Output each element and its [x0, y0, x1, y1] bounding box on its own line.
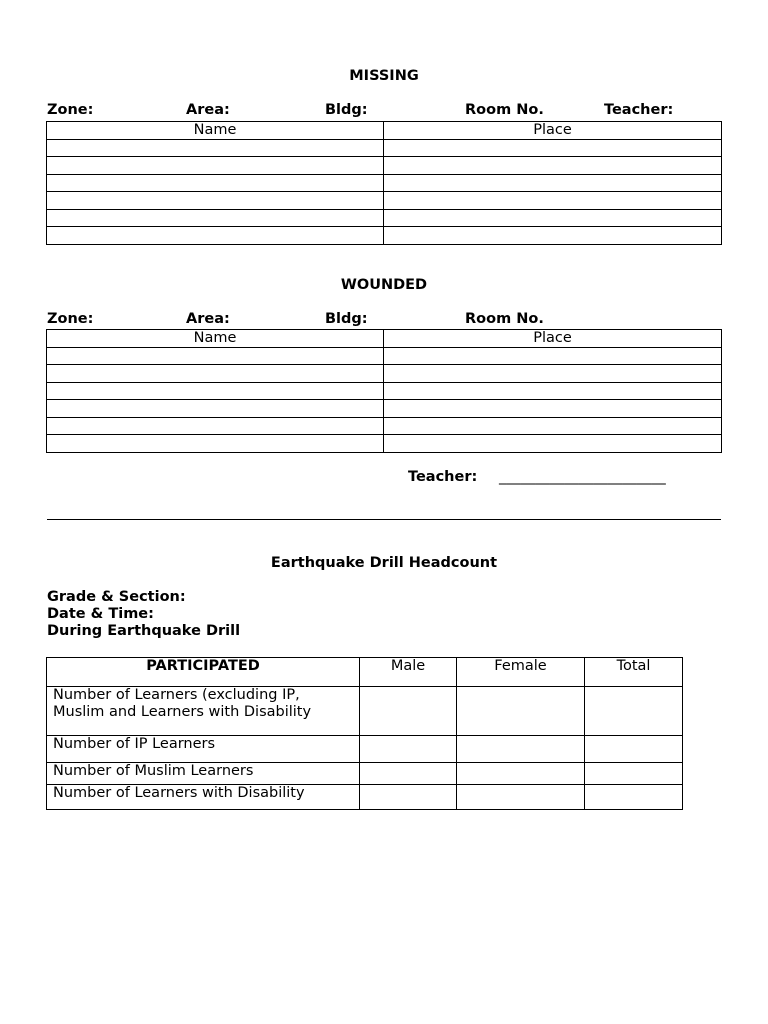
row-label: Number of Muslim Learners: [47, 763, 360, 785]
name-cell[interactable]: [47, 209, 384, 227]
table-row[interactable]: [47, 192, 722, 210]
name-cell[interactable]: [47, 174, 384, 192]
place-cell[interactable]: [384, 192, 722, 210]
place-cell[interactable]: [384, 227, 722, 245]
wounded-zone-label: Zone:: [47, 311, 94, 327]
female-cell[interactable]: [457, 763, 585, 785]
table-row[interactable]: [47, 157, 722, 175]
table-row[interactable]: [47, 174, 722, 192]
headcount-title: Earthquake Drill Headcount: [270, 555, 498, 571]
row-label-line: Number of Learners (excluding IP,: [53, 687, 300, 703]
row-label-line: Muslim and Learners with Disability: [53, 704, 312, 720]
date-time-label: Date & Time:: [47, 606, 154, 622]
name-cell[interactable]: [47, 417, 384, 435]
male-cell[interactable]: [360, 785, 457, 810]
participated-header: PARTICIPATED: [47, 658, 360, 687]
missing-teacher-label: Teacher:: [604, 102, 674, 118]
table-row[interactable]: [47, 347, 722, 365]
name-cell[interactable]: [47, 157, 384, 175]
table-header-row: [47, 658, 683, 687]
wounded-room-label: Room No.: [465, 311, 544, 327]
female-cell[interactable]: [457, 736, 585, 763]
missing-table: [46, 121, 722, 245]
place-cell[interactable]: [384, 435, 722, 453]
name-cell[interactable]: [47, 227, 384, 245]
name-cell[interactable]: [47, 365, 384, 383]
table-row: [47, 736, 683, 763]
total-cell[interactable]: [585, 763, 683, 785]
wounded-title: WOUNDED: [340, 277, 428, 293]
table-row[interactable]: [47, 227, 722, 245]
name-column-header: Name: [47, 330, 384, 348]
wounded-teacher-label: Teacher:: [408, 469, 478, 485]
female-header: Female: [457, 658, 585, 687]
place-cell[interactable]: [384, 347, 722, 365]
table-row[interactable]: [47, 139, 722, 157]
row-label: Number of IP Learners: [47, 736, 360, 763]
table-row[interactable]: [47, 435, 722, 453]
male-cell[interactable]: [360, 736, 457, 763]
place-cell[interactable]: [384, 209, 722, 227]
male-cell[interactable]: [360, 687, 457, 736]
row-label: [47, 687, 360, 736]
place-cell[interactable]: [384, 139, 722, 157]
missing-zone-label: Zone:: [47, 102, 94, 118]
table-row[interactable]: [47, 365, 722, 383]
table-header-row: [47, 122, 722, 140]
wounded-bldg-label: Bldg:: [325, 311, 368, 327]
table-row: [47, 785, 683, 810]
total-cell[interactable]: [585, 785, 683, 810]
place-cell[interactable]: [384, 174, 722, 192]
missing-bldg-label: Bldg:: [325, 102, 368, 118]
total-cell[interactable]: [585, 736, 683, 763]
name-cell[interactable]: [47, 382, 384, 400]
table-row: [47, 763, 683, 785]
table-row[interactable]: [47, 209, 722, 227]
place-cell[interactable]: [384, 157, 722, 175]
wounded-area-label: Area:: [186, 311, 230, 327]
wounded-teacher-blank[interactable]: _______________________: [499, 469, 666, 485]
table-row[interactable]: [47, 417, 722, 435]
table-header-row: [47, 330, 722, 348]
name-column-header: Name: [47, 122, 384, 140]
row-label: Number of Learners with Disability: [47, 785, 360, 810]
male-header: Male: [360, 658, 457, 687]
name-cell[interactable]: [47, 139, 384, 157]
grade-section-label: Grade & Section:: [47, 589, 186, 605]
place-column-header: Place: [384, 330, 722, 348]
place-cell[interactable]: [384, 382, 722, 400]
place-cell[interactable]: [384, 417, 722, 435]
headcount-table: [46, 657, 683, 810]
table-row[interactable]: [47, 400, 722, 418]
place-cell[interactable]: [384, 365, 722, 383]
female-cell[interactable]: [457, 687, 585, 736]
name-cell[interactable]: [47, 435, 384, 453]
missing-title: MISSING: [349, 68, 419, 84]
missing-area-label: Area:: [186, 102, 230, 118]
wounded-table: [46, 329, 722, 453]
missing-room-label: Room No.: [465, 102, 544, 118]
place-cell[interactable]: [384, 400, 722, 418]
male-cell[interactable]: [360, 763, 457, 785]
section-divider: [47, 519, 721, 520]
name-cell[interactable]: [47, 400, 384, 418]
table-row[interactable]: [47, 382, 722, 400]
table-row: [47, 687, 683, 736]
total-header: Total: [585, 658, 683, 687]
during-drill-label: During Earthquake Drill: [47, 623, 241, 639]
place-column-header: Place: [384, 122, 722, 140]
name-cell[interactable]: [47, 192, 384, 210]
name-cell[interactable]: [47, 347, 384, 365]
female-cell[interactable]: [457, 785, 585, 810]
total-cell[interactable]: [585, 687, 683, 736]
